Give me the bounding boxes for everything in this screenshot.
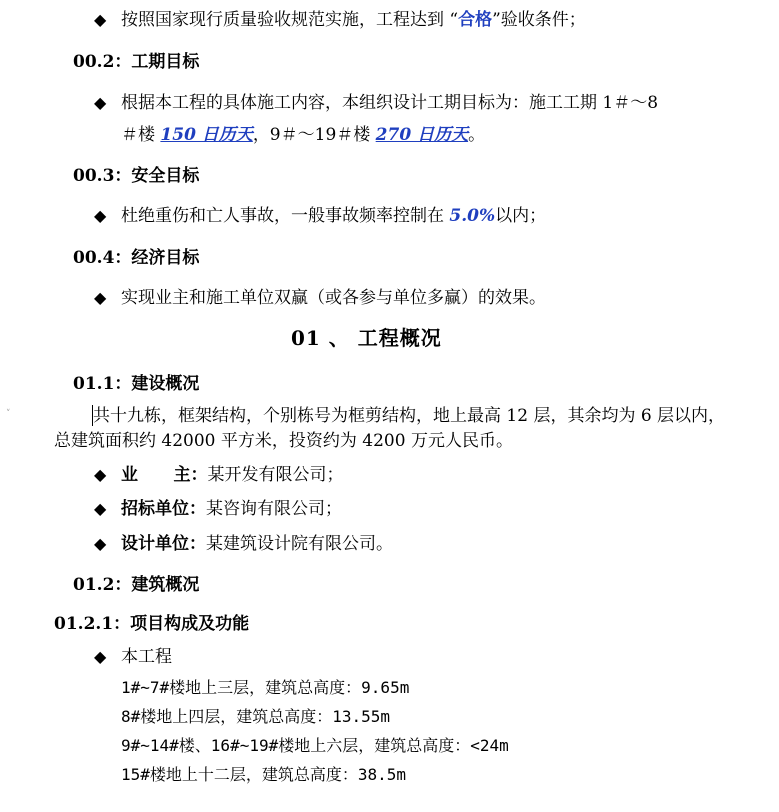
heading-building-overview: 01.2：建筑概况 — [73, 575, 200, 595]
economic-bullet-text: 实现业主和施工单位双赢（或各参与单位多赢）的效果。 — [121, 288, 546, 308]
diamond-bullet-icon: ◆ — [94, 499, 107, 518]
safety-tail: 以内； — [495, 206, 547, 226]
design-value: 某建筑设计院有限公司。 — [206, 534, 393, 554]
margin-marker-icon: ˅ — [6, 409, 11, 419]
diamond-bullet-icon: ◆ — [94, 288, 107, 307]
project-intro: 本工程 — [121, 647, 172, 667]
owner-label: 业 主： — [121, 465, 208, 485]
owner-line — [121, 464, 344, 486]
bidding-line — [121, 498, 342, 520]
quality-bullet-text — [121, 9, 586, 31]
owner-value: 某开发有限公司； — [207, 465, 344, 485]
quality-tail: ”验收条件； — [492, 10, 586, 30]
schedule-days-1: 150 日历天 — [160, 125, 253, 145]
overview-paragraph-line-1[interactable]: 共十九栋，框架结构，个别栋号为框剪结构，地上最高 12 层，其余均为 6 层以内， — [93, 406, 726, 426]
schedule-part: ，9＃～19＃楼 — [252, 125, 376, 145]
schedule-part: ＃楼 — [121, 125, 161, 145]
design-label: 设计单位： — [121, 534, 206, 554]
safety-bullet-text — [121, 205, 546, 227]
heading-economic-target: 00.4：经济目标 — [73, 248, 200, 268]
diamond-bullet-icon: ◆ — [94, 534, 107, 553]
chapter-title: 01 、 工程概况 — [291, 326, 442, 350]
schedule-part: 。 — [468, 125, 486, 145]
diamond-bullet-icon: ◆ — [94, 647, 107, 666]
schedule-text-line-2 — [121, 124, 485, 146]
diamond-bullet-icon: ◆ — [94, 465, 107, 484]
quality-emphasis: 合格 — [458, 10, 493, 30]
diamond-bullet-icon: ◆ — [94, 10, 107, 29]
schedule-days-2: 270 日历天 — [375, 125, 469, 145]
heading-construction-overview: 01.1：建设概况 — [73, 374, 200, 394]
diamond-bullet-icon: ◆ — [94, 206, 107, 225]
schedule-text-line-1: 根据本工程的具体施工内容，本组织设计工期目标为：施工工期 1＃～8 — [121, 93, 659, 113]
quality-text: 按照国家现行质量验收规范实施，工程达到 “ — [121, 10, 459, 30]
project-row: 1#~7#楼地上三层，建筑总高度：9.65m — [121, 678, 410, 697]
diamond-bullet-icon: ◆ — [94, 93, 107, 112]
bidding-label: 招标单位： — [121, 499, 206, 519]
overview-paragraph-line-2[interactable]: 总建筑面积约 42000 平方米，投资约为 4200 万元人民币。 — [54, 431, 513, 451]
safety-rate: 5.0% — [449, 206, 496, 226]
safety-text: 杜绝重伤和亡人事故，一般事故频率控制在 — [121, 206, 450, 226]
heading-safety-target: 00.3：安全目标 — [73, 166, 200, 186]
heading-project-composition: 01.2.1：项目构成及功能 — [54, 614, 250, 634]
bidding-value: 某咨询有限公司； — [206, 499, 342, 519]
project-row: 9#~14#楼、16#~19#楼地上六层，建筑总高度：<24m — [121, 736, 509, 755]
project-row: 15#楼地上十二层，建筑总高度：38.5m — [121, 765, 407, 784]
project-row: 8#楼地上四层，建筑总高度：13.55m — [121, 707, 391, 726]
heading-schedule-target: 00.2：工期目标 — [73, 52, 200, 72]
design-line — [121, 533, 393, 555]
